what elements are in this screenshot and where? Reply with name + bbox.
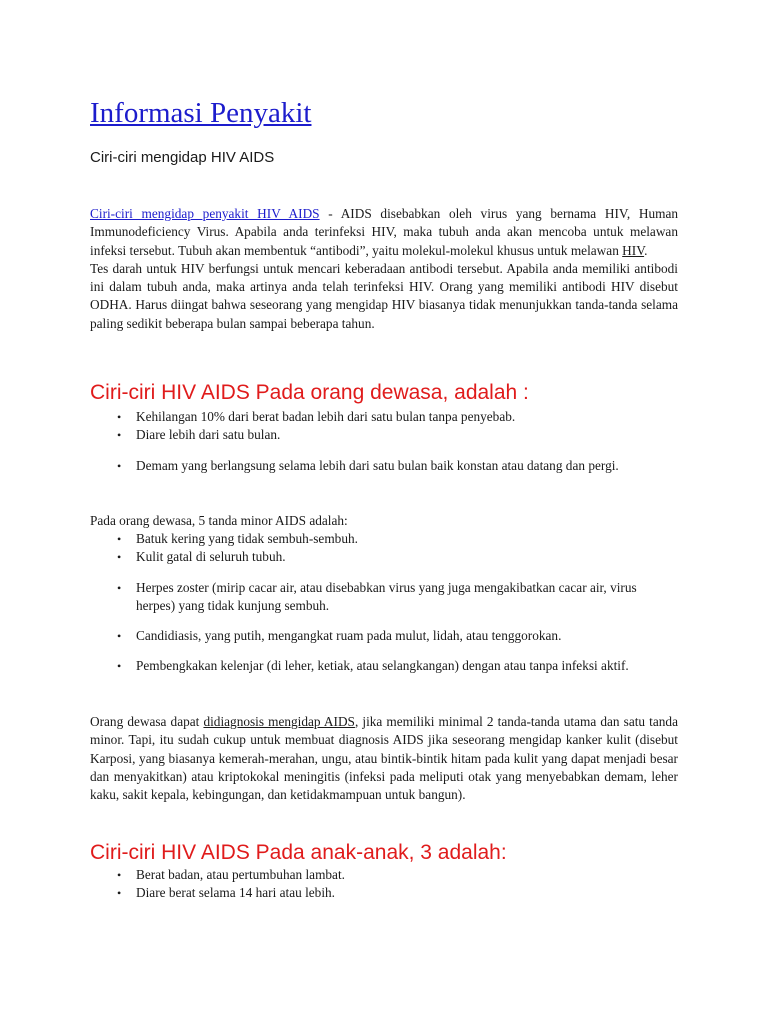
adult-section-heading: Ciri-ciri HIV AIDS Pada orang dewasa, adalah : xyxy=(90,381,529,404)
intro-text-1: - AIDS disebabkan oleh virus yang bernama HIV, Human Immunodeficiency Virus. Apabila anda terinfeksi HIV, maka tubuh anda akan mencoba untuk melawan infeksi tersebut. Tubuh akan membentuk “antibodi”, yaitu molekul-molekul khusus untuk melawan xyxy=(90,206,678,258)
bullet-icon: • xyxy=(117,410,122,424)
bullet-icon: • xyxy=(117,886,122,901)
diagnosis-paragraph: Orang dewasa dapat didiagnosis mengidap AIDS, jika memiliki minimal 2 tanda-tanda utama dan satu tanda minor. Tapi, itu sudah cukup untuk membuat diagnosis AIDS jika seseorang mengidap kanker kulit (disebut Karposi, yang biasanya kemerah-merahan, ungu, atau bintik-bintik hitam pada kulit yang dapat menjadi besar dan menyakitkan) atau kriptokokal meningitis (infeksi pada meliputi otak yang menyebabkan demam, leher kaku, sakit kepala, kebingungan, dan ketidakmampuan untuk bangun). xyxy=(90,714,678,803)
page-subtitle: Ciri-ciri mengidap HIV AIDS xyxy=(90,149,275,166)
bullet-icon: • xyxy=(117,629,122,644)
intro-paragraph xyxy=(90,205,678,333)
page-title: Informasi Penyakit xyxy=(90,97,312,129)
list-item: • Batuk kering yang tidak sembuh-sembuh. xyxy=(90,530,678,548)
bullet-icon: • xyxy=(117,550,122,565)
child-section-heading: Ciri-ciri HIV AIDS Pada anak-anak, 3 adalah: xyxy=(90,841,507,864)
intro-paragraph-2: Tes darah untuk HIV berfungsi untuk mencari keberadaan antibodi tersebut. Apabila anda memiliki antibodi ini dalam tubuh anda, maka artinya anda telah terinfeksi HIV. Orang yang memiliki antibodi HIV disebut ODHA. Harus diingat bahwa seseorang yang mengidap HIV biasanya tidak menunjukkan tanda-tanda selama paling sedikit beberapa bulan sampai beberapa tahun. xyxy=(90,260,678,331)
list-item: • Candidiasis, yang putih, mengangkat ruam pada mulut, lidah, atau tenggorokan. xyxy=(90,627,678,645)
adult-minor-signs-list xyxy=(90,530,678,676)
hiv-underlined-word: HIV xyxy=(622,242,645,258)
bullet-icon: • xyxy=(117,458,122,473)
bullet-icon: • xyxy=(117,580,122,595)
list-item: • Diare berat selama 14 hari atau lebih. xyxy=(90,884,678,902)
list-item: • Kehilangan 10% dari berat badan lebih dari satu bulan tanpa penyebab. xyxy=(90,408,678,426)
intro-text-2: . xyxy=(644,242,648,258)
list-item: • Diare lebih dari satu bulan. xyxy=(90,426,678,444)
child-signs-list xyxy=(90,866,678,903)
bullet-icon: • xyxy=(117,532,122,546)
list-item: • Berat badan, atau pertumbuhan lambat. xyxy=(90,866,678,884)
bullet-icon: • xyxy=(117,428,122,443)
list-item: • Kulit gatal di seluruh tubuh. xyxy=(90,548,678,566)
adult-major-signs-list xyxy=(90,408,678,475)
diagnosis-underlined-link[interactable]: didiagnosis mengidap AIDS xyxy=(203,714,355,729)
list-item: • Herpes zoster (mirip cacar air, atau disebabkan virus yang juga mengakibatkan cacar air, virus herpes) yang tidak kunjung sembuh. xyxy=(117,579,637,613)
list-item: • Demam yang berlangsung selama lebih dari satu bulan baik konstan atau datang dan pergi. xyxy=(90,457,656,475)
intro-link[interactable]: Ciri-ciri mengidap penyakit HIV AIDS xyxy=(90,206,320,221)
bullet-icon: • xyxy=(117,659,122,674)
minor-signs-intro: Pada orang dewasa, 5 tanda minor AIDS adalah: xyxy=(90,513,348,528)
bullet-icon: • xyxy=(117,868,122,882)
list-item: • Pembengkakan kelenjar (di leher, ketiak, atau selangkangan) dengan atau tanpa infeksi aktif. xyxy=(90,657,656,675)
